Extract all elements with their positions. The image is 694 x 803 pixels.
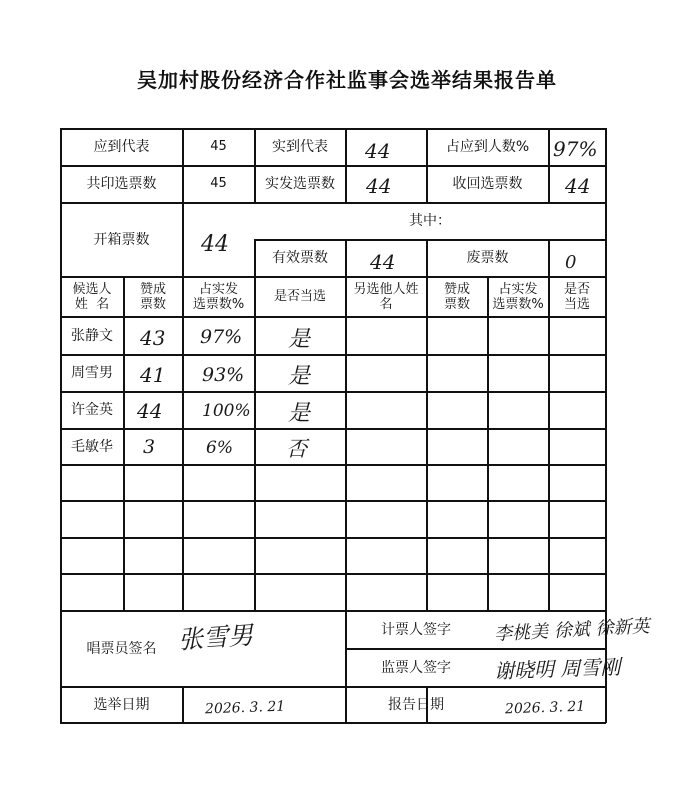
candidate-pct: 97% — [200, 326, 243, 348]
rule — [123, 276, 125, 610]
label-invalid: 废票数 — [466, 250, 509, 266]
label-report-date: 报告日期 — [388, 696, 444, 713]
label-opened: 开箱票数 — [93, 231, 150, 248]
rule — [60, 391, 606, 393]
label-returned: 收回选票数 — [452, 176, 523, 192]
counter-signature: 李桃美 徐斌 徐新英 — [493, 615, 650, 646]
header-elected: 是否当选 — [273, 289, 326, 304]
label-election-date: 选举日期 — [93, 696, 150, 713]
candidate-elected: 是 — [288, 401, 311, 426]
header-approve-2: 赞成 票数 — [443, 281, 470, 312]
election-date-value: 2026. 3. 21 — [204, 698, 286, 718]
label-printed: 共印选票数 — [86, 176, 157, 192]
value-attend-pct: 97% — [553, 137, 598, 161]
candidate-pct: 6% — [206, 438, 233, 458]
form-title: 吴加村股份经济合作社监事会选举结果报告单 — [137, 68, 557, 92]
label-actual: 实到代表 — [272, 139, 328, 155]
candidate-name: 许金英 — [71, 402, 113, 418]
candidate-name: 张静文 — [71, 327, 113, 344]
label-of-which: 其中： — [409, 213, 451, 229]
rule — [60, 537, 606, 539]
candidate-name: 毛敏华 — [71, 438, 113, 455]
value-invalid: 0 — [565, 252, 577, 273]
label-issued: 实发选票数 — [265, 176, 335, 192]
header-approve: 赞成 票数 — [139, 281, 166, 312]
header-pct-issued: 占实发 选票数% — [192, 281, 245, 312]
rule — [60, 500, 606, 502]
candidate-name: 周雪男 — [71, 365, 113, 381]
rule — [487, 276, 489, 610]
header-pct-issued-2: 占实发 选票数% — [492, 281, 544, 312]
announcer-signature: 张雪男 — [177, 620, 255, 655]
rule — [60, 722, 606, 724]
candidate-votes: 44 — [137, 399, 163, 423]
candidate-elected: 是 — [288, 364, 311, 389]
value-opened: 44 — [201, 232, 229, 257]
value-issued: 44 — [366, 174, 392, 198]
value-printed: 45 — [210, 176, 227, 191]
value-returned: 44 — [565, 174, 591, 198]
candidate-votes: 41 — [140, 363, 166, 387]
candidate-votes: 3 — [143, 436, 156, 458]
label-attend-pct: 占应到人数% — [445, 139, 530, 155]
header-other-name: 另选他人姓 名 — [353, 281, 419, 312]
value-actual: 44 — [365, 139, 391, 163]
candidate-elected: 是 — [288, 327, 311, 352]
label-monitor-sign: 监票人签字 — [381, 659, 451, 676]
candidate-elected: 否 — [286, 437, 307, 461]
label-valid: 有效票数 — [272, 250, 328, 266]
header-candidate: 候选人 姓 名 — [72, 281, 112, 312]
rule — [60, 316, 606, 318]
label-announcer-sign: 唱票员签名 — [86, 640, 157, 657]
rule — [60, 354, 606, 356]
label-expected: 应到代表 — [93, 139, 150, 155]
rule — [60, 428, 606, 430]
report-date-value: 2026. 3. 21 — [504, 698, 586, 718]
rule — [60, 464, 606, 466]
header-elected-2: 是否 当选 — [563, 281, 590, 312]
value-valid: 44 — [370, 250, 396, 274]
candidate-votes: 43 — [140, 326, 166, 350]
candidate-pct: 93% — [202, 364, 245, 386]
rule — [345, 128, 347, 202]
label-counter-sign: 计票人签字 — [381, 621, 451, 638]
rule — [60, 573, 606, 575]
monitor-signature: 谢晓明 周雪刚 — [493, 654, 621, 684]
rule — [548, 128, 550, 202]
rule — [182, 686, 184, 723]
value-expected: 45 — [210, 139, 227, 154]
candidate-pct: 100% — [202, 401, 251, 421]
